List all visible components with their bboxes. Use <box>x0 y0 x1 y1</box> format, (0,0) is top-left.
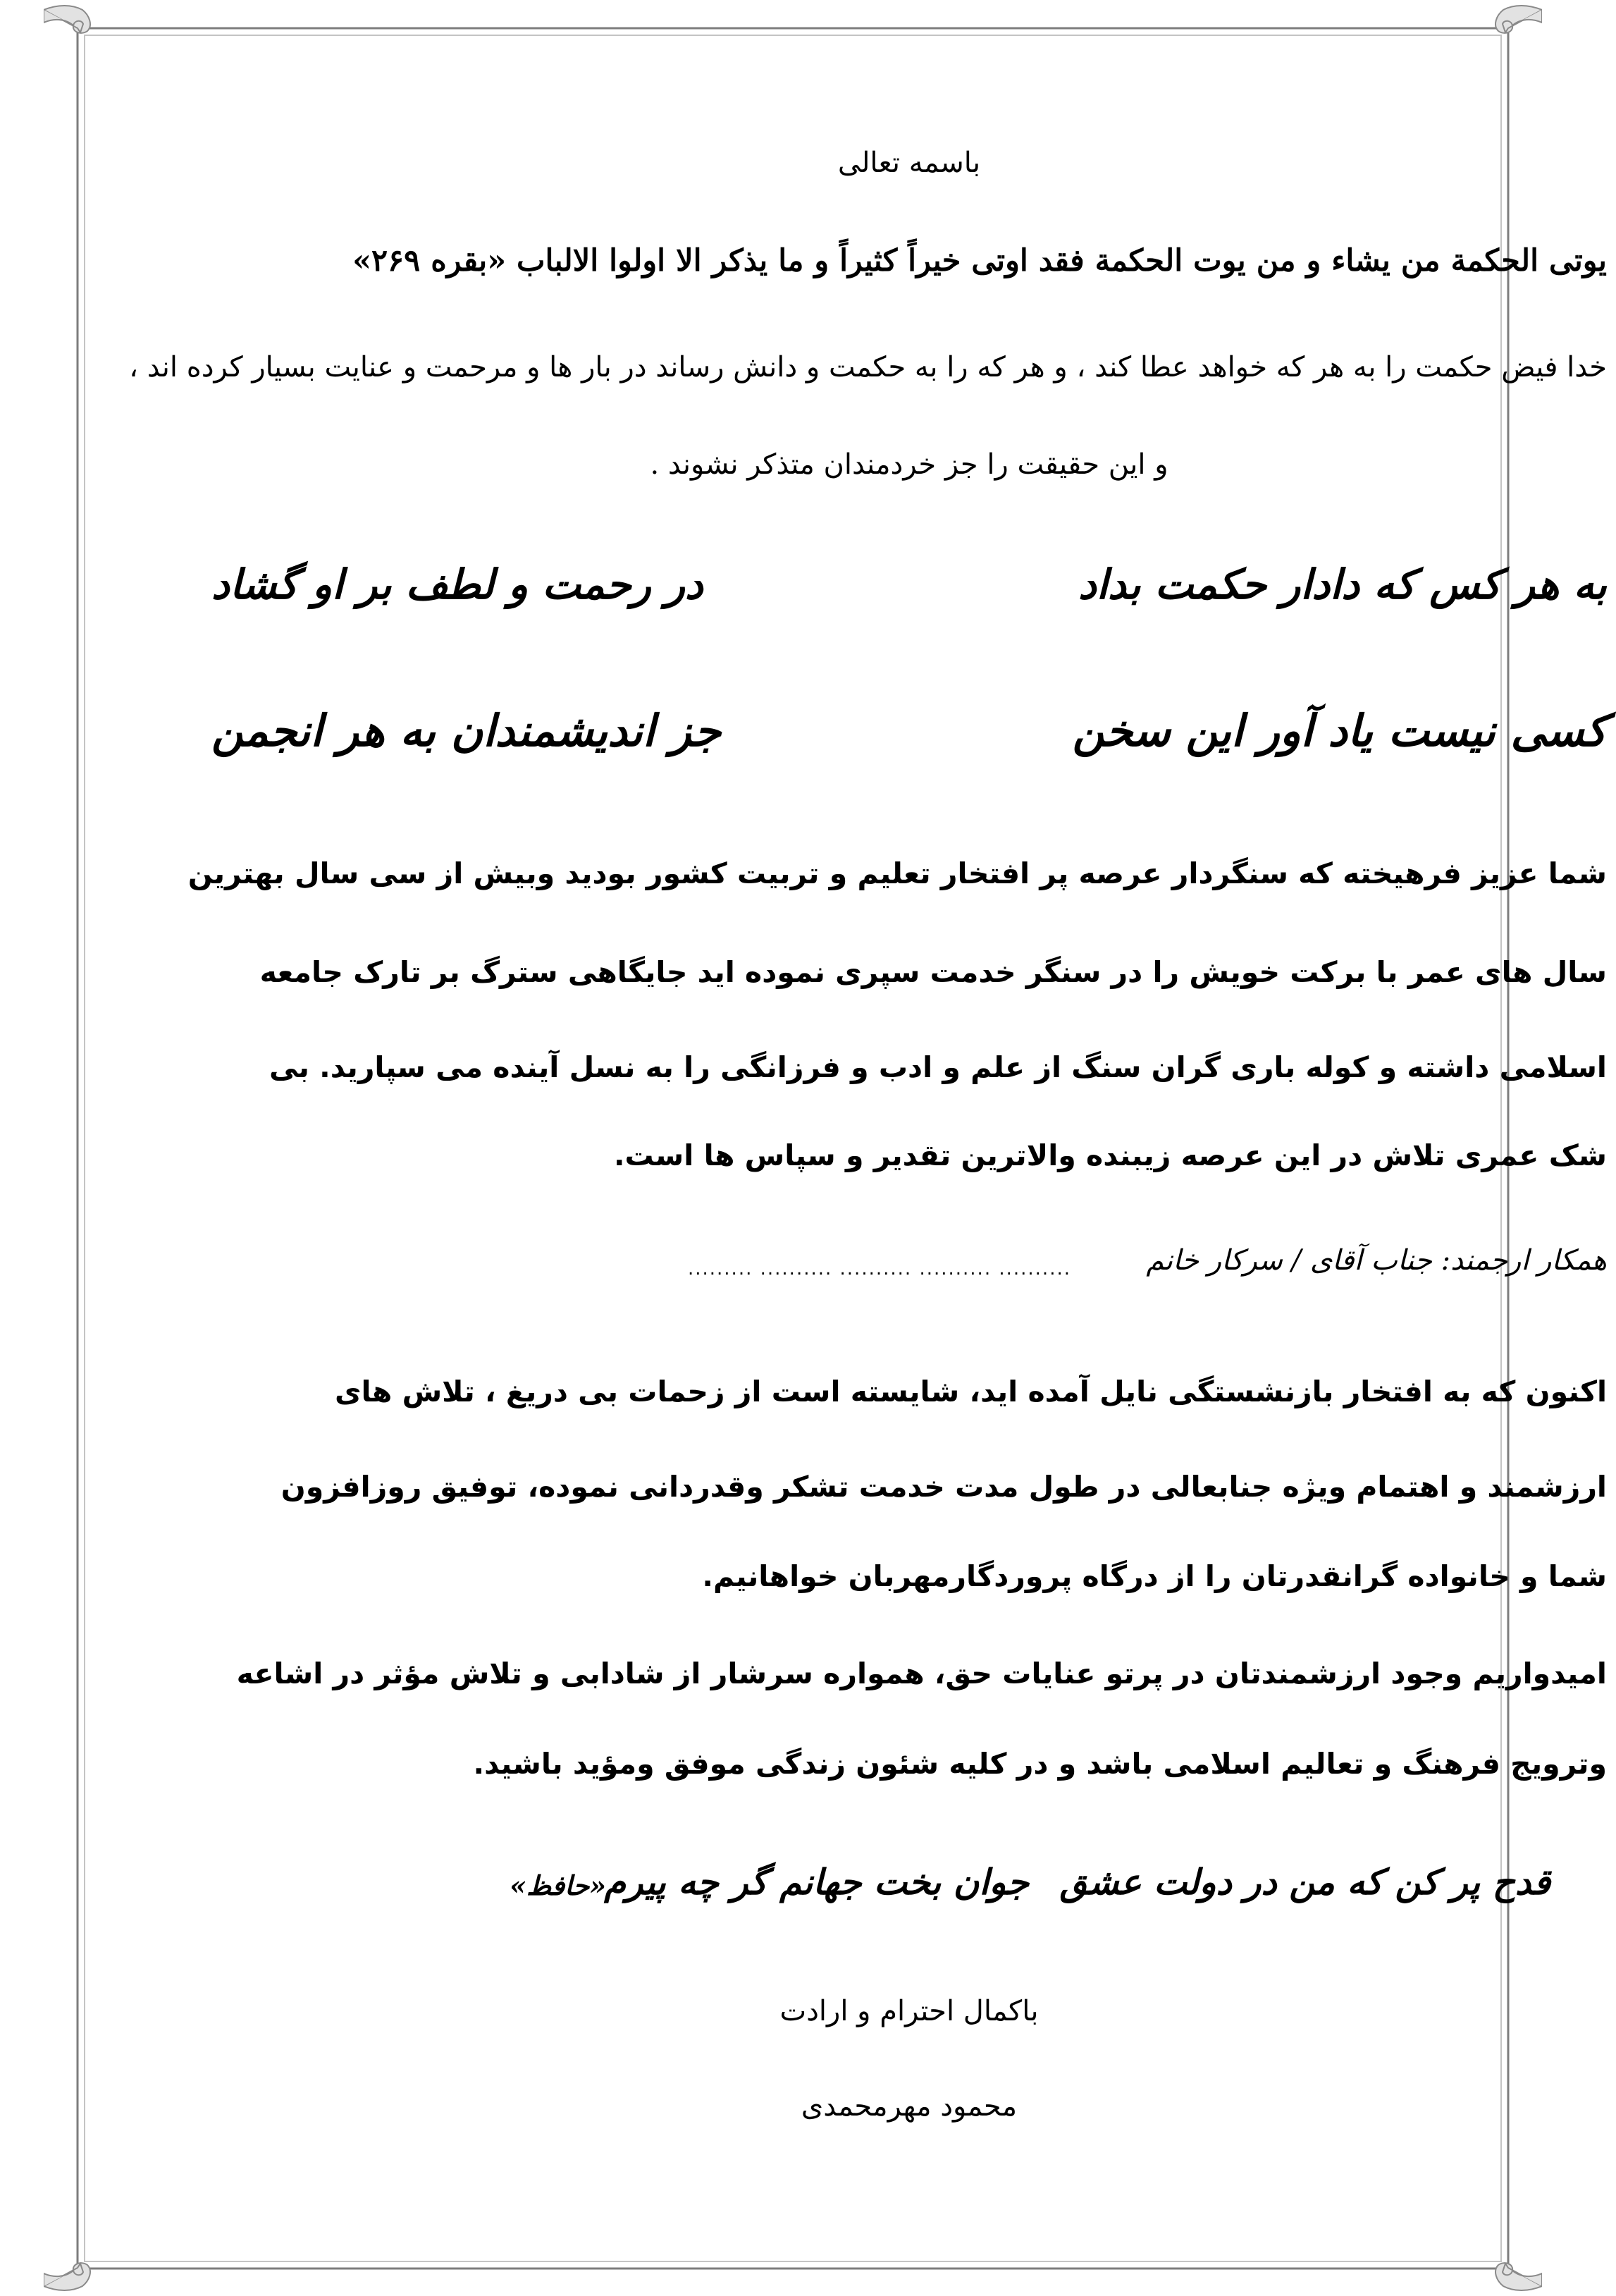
paragraph-2-line-3: شما و خانواده گرانقدرتان را از درگاه پروردگارمهربان خواهانیم. <box>702 1559 1607 1593</box>
poem-2-hemistich-1: قدح پر کن که من در دولت عشق <box>1059 1861 1550 1903</box>
corner-ornament-top-left <box>44 6 90 33</box>
paragraph-1-line-4: شک عمری تلاش در این عرصه زیبنده والاترین تقدیر و سپاس ها است. <box>613 1138 1607 1172</box>
basmala-heading: باسمه تعالی <box>837 147 981 179</box>
addressee-name-blank: ......... .......... .......... .......... .......... <box>687 1258 1071 1279</box>
poem-1-row-2 <box>211 705 1607 768</box>
certificate-content <box>129 0 1607 2296</box>
paragraph-1-line-2: سال های عمر با برکت خویش را در سنگر خدمت سپری نموده اید جایگاهی سترگ بر تارک جامعه <box>259 955 1607 989</box>
intro-line-2: و این حقیقت را جز خردمندان متذکر نشوند . <box>650 448 1168 481</box>
poem-1-hemistich-2: در رحمت و لطف بر او گشاد <box>211 560 703 608</box>
signature-name: محمود مهرمحمدی <box>801 2090 1018 2123</box>
paragraph-3-line-1: امیدواریم وجود ارزشمندتان در پرتو عنایات حق، همواره سرشار از شادابی و تلاش مؤثر در اشاعه <box>236 1657 1607 1690</box>
addressee-label: همکار ارجمند: جناب آقای / سرکار خانم <box>1146 1244 1607 1277</box>
poem-2-row <box>211 1861 1607 1917</box>
intro-line-1: خدا فیض حکمت را به هر که خواهد عطا کند ، و هر که را به حکمت و دانش رساند در بار ها و مرحمت و عنایت بسیار کرده اند ، <box>129 351 1607 383</box>
poem-1-row-1 <box>211 560 1607 617</box>
corner-ornament-bottom-left <box>44 2263 90 2290</box>
quran-verse: یوتی الحکمة من یشاء و من یوت الحکمة فقد اوتی خیراً کثیراً و ما یذکر الا اولوا الالباب «بقره ۲۶۹» <box>352 243 1607 278</box>
poem-1-hemistich-4: جز اندیشمندان به هر انجمن <box>211 705 722 756</box>
paragraph-2-line-2: ارزشمند و اهتمام ویژه جنابعالی در طول مدت خدمت تشکر وقدردانی نموده، توفیق روزافزون <box>280 1470 1607 1504</box>
closing-regards: باکمال احترام و ارادت <box>779 1995 1039 2027</box>
paragraph-2-line-1: اکنون که به افتخار بازنشستگی نایل آمده اید، شایسته است از زحمات بی دریغ ، تلاش های <box>334 1375 1607 1408</box>
poem-2-hemistich-2: جوان بخت جهانم گر چه پیرم <box>604 1861 1029 1903</box>
paragraph-1-line-3: اسلامی داشته و کوله باری گران سنگ از علم و ادب و فرزانگی را به نسل آینده می سپارید. بی <box>269 1050 1607 1084</box>
paragraph-1-line-1: شما عزیز فرهیخته که سنگردار عرصه پر افتخار تعلیم و تربیت کشور بودید وبیش از سی سال بهترین <box>187 857 1607 890</box>
paragraph-3-line-2: وترویج فرهنگ و تعالیم اسلامی باشد و در کلیه شئون زندگی موفق ومؤید باشید. <box>473 1747 1607 1781</box>
poem-1-hemistich-1: به هر کس که دادار حکمت بداد <box>1078 560 1607 608</box>
poem-2-attribution: «حافظ» <box>510 1870 606 1901</box>
poem-1-hemistich-3: کسی نیست یاد آور این سخن <box>1072 705 1607 756</box>
